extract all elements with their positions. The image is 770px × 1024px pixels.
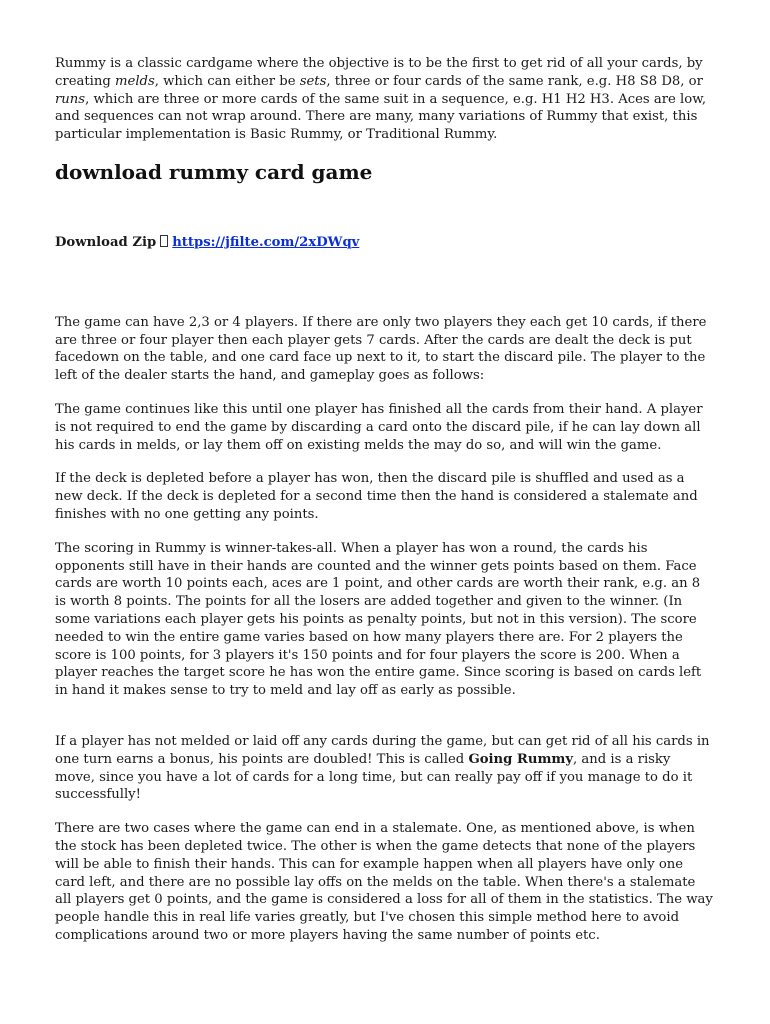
going-rummy-text-1: If a player has not melded or laid off any cards during the game, but can get rid of all his cards in one turn earns a bonus, his points are doubled! This is called: [55, 733, 710, 767]
going-rummy-text-2: , and is a risky move, since you have a lot of cards for a long time, but can really pay off if you manage to do it successfully!: [55, 751, 693, 803]
sets-term: sets: [299, 73, 327, 89]
runs-term: runs: [55, 91, 86, 107]
paragraph-scoring: The scoring in Rummy is winner-takes-all. When a player has won a round, the cards his opponents still have in their hands are counted and the winner gets points based on them. Face cards are worth 10 points each, aces are 1 point, and other cards are worth their rank, e.g. an 8 is worth 8 points. The points for all the losers are added together and given to the winner. (In some variations each player gets his points as penalty points, but not in this version). The score needed to win the entire game varies based on how many players there are. For 2 players the score is 100 points, for 3 players it's 150 points and for four players the score is 200. When a player reaches the target score he has won the entire game. Since scoring is based on cards left in hand it makes sense to try to meld and lay off as early as possible.: [55, 540, 702, 699]
intro-text-2: , which can either be: [154, 73, 300, 89]
download-link[interactable]: https://jfilte.com/2xDWqv: [172, 234, 360, 250]
intro-text-4: , which are three or more cards of the same suit in a sequence, e.g. H1 H2 H3. Aces are low, and sequences can not wrap around. There are many, many variations of Rummy that exist, this particular implementation is Basic Rummy, or Traditional Rummy.: [55, 91, 707, 143]
paragraph-players: The game can have 2,3 or 4 players. If there are only two players they each get 10 cards, if there are three or four player then each player gets 7 cards. After the cards are dealt the deck is put facedown on the table, and one card face up next to it, to start the discard pile. The player to the left of the dealer starts the hand, and gameplay goes as follows:: [55, 314, 707, 384]
intro-paragraph: [55, 55, 714, 144]
intro-text-1: Rummy is a classic cardgame where the objective is to be the first to get rid of all your cards, by creating: [55, 56, 703, 89]
missing-glyph-icon: [160, 235, 168, 247]
download-label: Download Zip: [55, 234, 157, 250]
paragraph-game-continues: The game continues like this until one player has finished all the cards from their hand. A player is not required to end the game by discarding a card onto the discard pile, if he can lay down all his cards in melds, or lay them off on existing melds the may do so, and will win the game.: [55, 401, 703, 453]
melds-term: melds: [115, 73, 155, 89]
paragraph-stalemate: There are two cases where the game can end in a stalemate. One, as mentioned above, is when the stock has been depleted twice. The other is when the game detects that none of the players will be able to finish their hands. This can for example happen when all players have only one card left, and there are no possible lay offs on the melds on the table. When there's a stalemate all players get 0 points, and the game is considered a loss for all of them in the statistics. The way people handle this in real life varies greatly, but I've chosen this simple method here to avoid complications around two or more players having the same number of points etc.: [55, 821, 713, 943]
intro-text-3: , three or four cards of the same rank, e.g. H8 S8 D8, or: [326, 73, 703, 89]
going-rummy-term: Going Rummy: [468, 751, 574, 767]
download-line: [55, 234, 714, 252]
page-heading: download rummy card game: [55, 159, 373, 184]
paragraph-deck-depleted: If the deck is depleted before a player has won, then the discard pile is shuffled and used as a new deck. If the deck is depleted for a second time then the hand is considered a stalemate and finishes with no one getting any points.: [55, 471, 698, 522]
paragraph-going-rummy: [55, 733, 714, 804]
